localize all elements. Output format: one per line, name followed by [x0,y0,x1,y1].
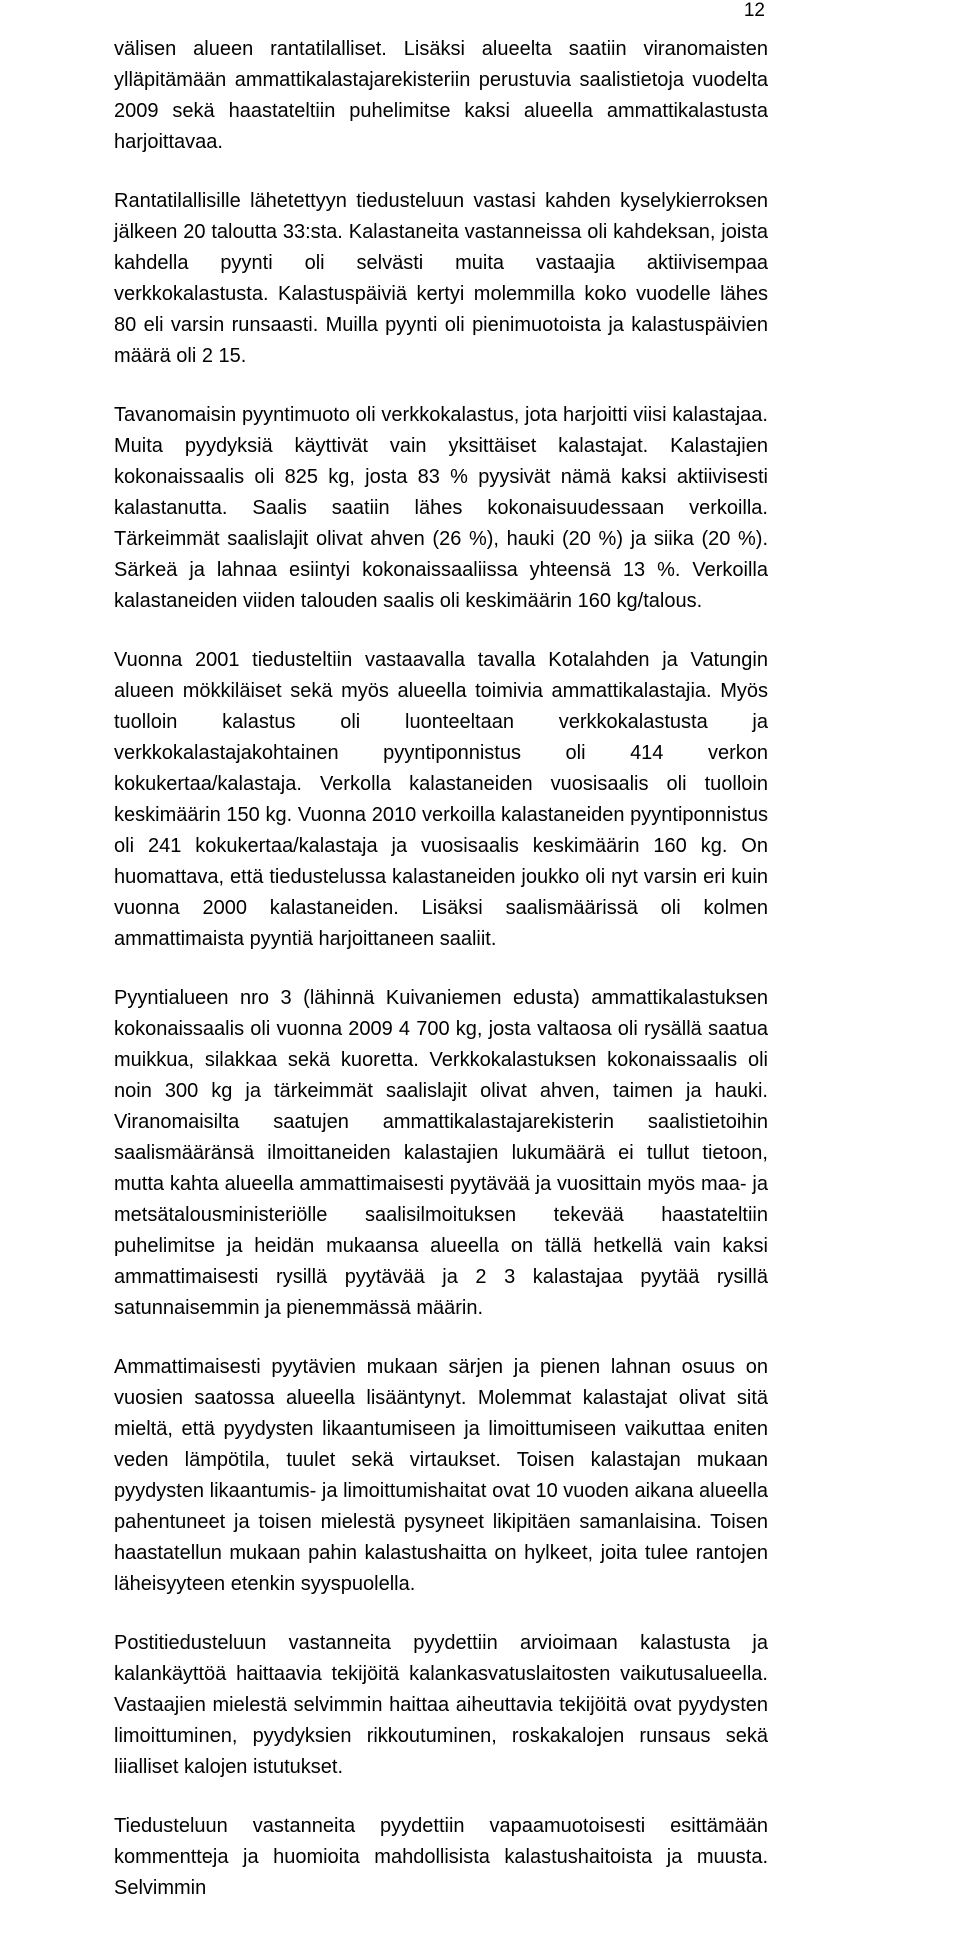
document-body [114,34,768,1904]
paragraph-3: Tavanomaisin pyyntimuoto oli verkkokalastus, jota harjoitti viisi kalastajaa. Muita pyydyksiä käyttivät vain yksittäiset kalastajat. Kalastajien kokonaissaalis oli 825 kg, josta 83 % pyysivät nämä kaksi aktiivisesti kalastanutta. Saalis saatiin lähes kokonaisuudessaan verkoilla. Tärkeimmät saalislajit olivat ahven (26 %), hauki (20 %) ja siika (20 %). Särkeä ja lahnaa esiintyi kokonaissaaliissa yhteensä 13 %. Verkoilla kalastaneiden viiden talouden saalis oli keskimäärin 160 kg/talous. [114,404,768,612]
paragraph-7: Postitiedusteluun vastanneita pyydettiin arvioimaan kalastusta ja kalankäyttöä haittaavia tekijöitä kalankasvatuslaitosten vaikutusalueella. Vastaajien mielestä selvimmin haittaa aiheuttavia tekijöitä ovat pyydysten limoittuminen, pyydyksien rikkoutuminen, roskakalojen runsaus sekä liialliset kalojen istutukset. [114,1632,768,1778]
paragraph-1: välisen alueen rantatilalliset. Lisäksi alueelta saatiin viranomaisten ylläpitämään ammattikalastajarekisteriin perustuvia saalistietoja vuodelta 2009 sekä haastateltiin puhelimitse kaksi alueella ammattikalastusta harjoittavaa. [114,38,768,153]
paragraph-4: Vuonna 2001 tiedusteltiin vastaavalla tavalla Kotalahden ja Vatungin alueen mökkiläiset sekä myös alueella toimivia ammattikalastajia. Myös tuolloin kalastus oli luonteeltaan verkkokalastusta ja verkkokalastajakohtainen pyyntiponnistus oli 414 verkon kokukertaa/kalastaja. Verkolla kalastaneiden vuosisaalis oli tuolloin keskimäärin 150 kg. Vuonna 2010 verkoilla kalastaneiden pyyntiponnistus oli 241 kokukertaa/kalastaja ja vuosisaalis keskimäärin 160 kg. On huomattava, että tiedustelussa kalastaneiden joukko oli nyt varsin eri kuin vuonna 2000 kalastaneiden. Lisäksi saalismäärissä oli kolmen ammattimaista pyyntiä harjoittaneen saaliit. [114,649,768,950]
paragraph-6: Ammattimaisesti pyytävien mukaan särjen ja pienen lahnan osuus on vuosien saatossa alueella lisääntynyt. Molemmat kalastajat olivat sitä mieltä, että pyydysten likaantumiseen ja limoittumiseen vaikuttaa eniten veden lämpötila, tuulet sekä virtaukset. Toisen kalastajan mukaan pyydysten likaantumis- ja limoittumishaitat ovat 10 vuoden aikana alueella pahentuneet ja toisen mielestä pysyneet likipitäen samanlaisina. Toisen haastatellun mukaan pahin kalastushaitta on hylkeet, joita tulee rantojen läheisyyteen etenkin syyspuolella. [114,1356,768,1595]
paragraph-2: Rantatilallisille lähetettyyn tiedusteluun vastasi kahden kyselykierroksen jälkeen 20 taloutta 33:sta. Kalastaneita vastanneissa oli kahdeksan, joista kahdella pyynti oli selvästi muita vastaajia aktiivisempaa verkkokalastusta. Kalastuspäiviä kertyi molemmilla koko vuodelle lähes 80 eli varsin runsaasti. Muilla pyynti oli pienimuotoista ja kalastuspäivien määrä oli 2 15. [114,190,768,367]
paragraph-8: Tiedusteluun vastanneita pyydettiin vapaamuotoisesti esittämään kommentteja ja huomioita mahdollisista kalastushaitoista ja muusta. Selvimmin [114,1815,768,1899]
paragraph-5: Pyyntialueen nro 3 (lähinnä Kuivaniemen edusta) ammattikalastuksen kokonaissaalis oli vuonna 2009 4 700 kg, josta valtaosa oli rysällä saatua muikkua, silakkaa sekä kuoretta. Verkkokalastuksen kokonaissaalis oli noin 300 kg ja tärkeimmät saalislajit olivat ahven, taimen ja hauki. Viranomaisilta saatujen ammattikalastajarekisterin saalistietoihin saalismääränsä ilmoittaneiden kalastajien lukumäärä ei tullut tietoon, mutta kahta alueella ammattimaisesti pyytävää ja vuosittain myös maa- ja metsätalousministeriölle saalisilmoituksen tekevää haastateltiin puhelimitse ja heidän mukaansa alueella on tällä hetkellä vain kaksi ammattimaisesti rysillä pyytävää ja 2 3 kalastajaa pyytää rysillä satunnaisemmin ja pienemmässä määrin. [114,987,768,1319]
page-number: 12 [743,0,765,21]
